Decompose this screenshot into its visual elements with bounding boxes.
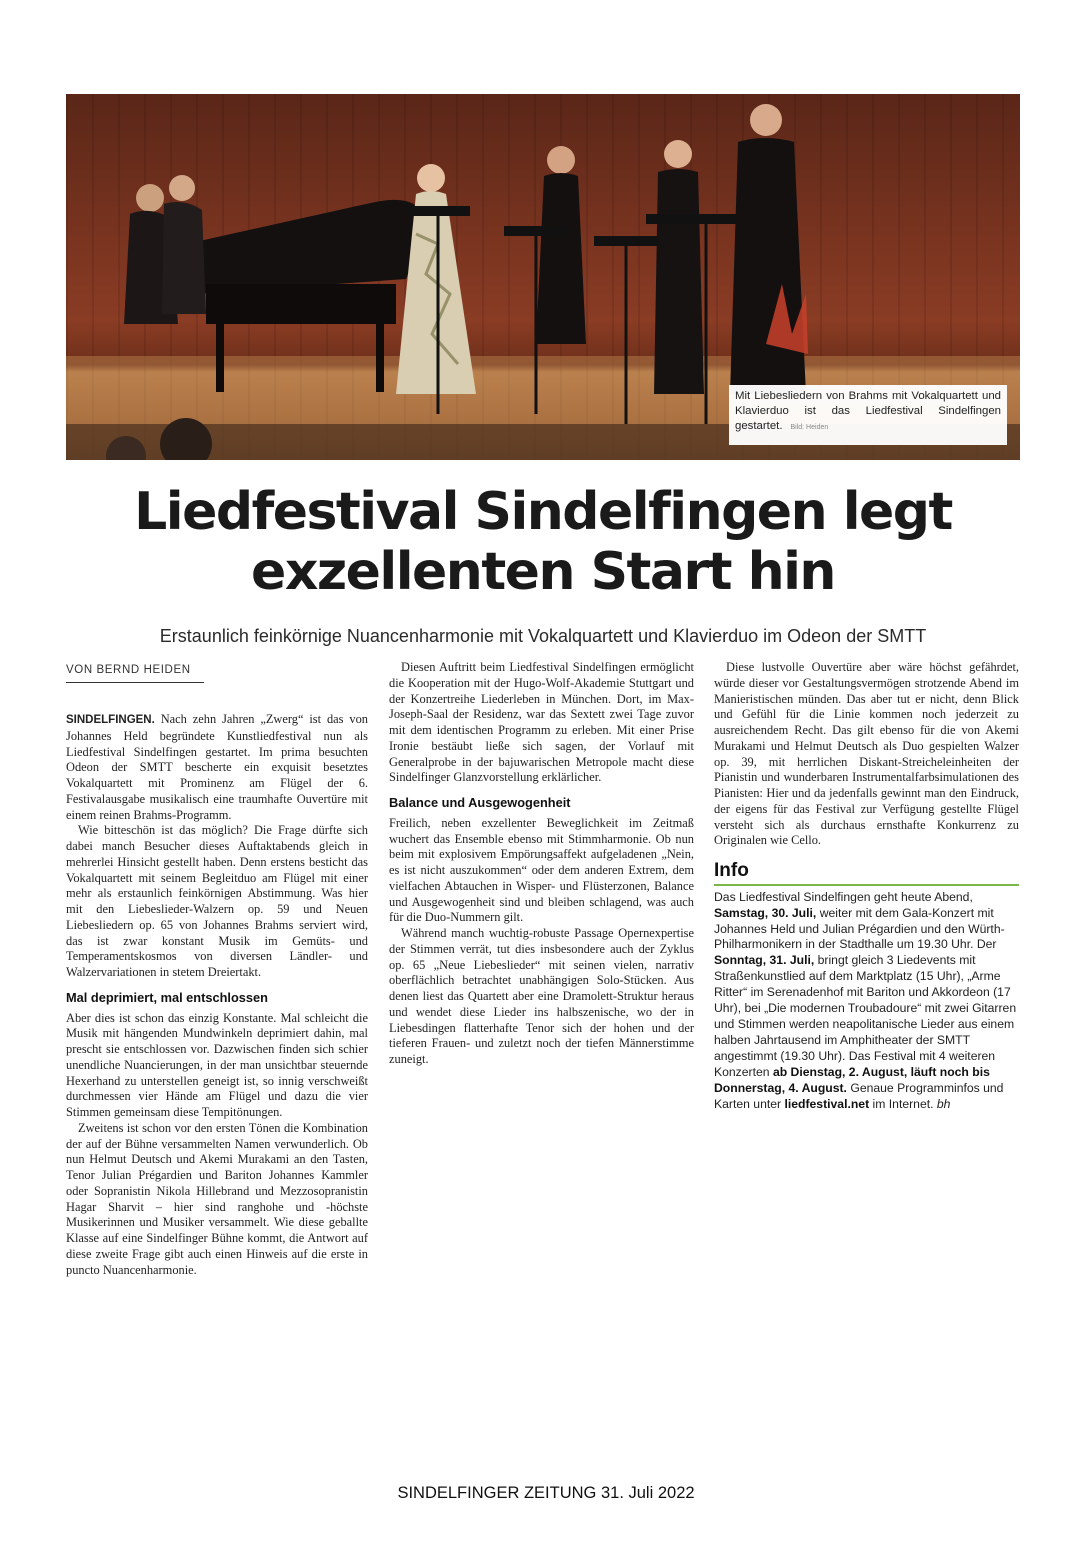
info-text: bringt gleich 3 Liedevents mit Straßenkunstlied auf dem Marktplatz (15 Uhr), „Arme Ritter“ im Serenadenhof mit Bariton und Akkordeon (17 Uhr), bei „Die modernen Troubadoure“ mit zwei Gitarren und Stimmen werden neapolitanische Lieder aus einem halben Jahrtausend im Amphitheater der SMTT angestimmt (19.30 Uhr). Das Festival mit 4 weiteren Konzerten xyxy=(714,953,1017,1079)
info-date: Samstag, 30. Juli, xyxy=(714,905,817,920)
paragraph-text: Nach zehn Jahren „Zwerg“ ist das von Johannes Held begründete Kunstliedfestival nun als Liedfestival Sindelfingen gestartet. Im prima besuchten Odeon der SMTT bescherte ein exquisit besetztes Vokalquartett mit Prominenz am Flügel der 6. Festivalausgabe musikalisch eine traumhafte Ouvertüre mit einem reinen Brahms-Programm. xyxy=(66,712,368,822)
paragraph: Diese lustvolle Ouvertüre aber wäre höchst gefährdet, würde dieser vor Gestaltungsvermögen strotzende Abend im Manieristischen münden. Das aber tut er nicht, denn Blick und Gefühl für die Linie kommen noch jederzeit zu ausreichendem Recht. Das gilt ebenso für die von Akemi Murakami und Helmut Deutsch als Duo gespielten Walzer op. 39, mit herrlichen Diskant-Streicheleinheiten der Pianistin und wunderbaren Instrumentalfarbsimulationen des Pianisten: Hier und da jedenfalls gewinnt man den Eindruck, der eigens für das Festival zur Verfügung gestellte Flügel versteht sich als durchaus ernsthafte Konkurrenz zu Originalen wie Cello. xyxy=(714,660,1019,848)
paragraph xyxy=(66,712,368,823)
author-signature: bh xyxy=(936,1096,951,1111)
photo-caption xyxy=(729,385,1007,445)
subheading: Mal deprimiert, mal entschlossen xyxy=(66,989,268,1005)
paragraph: Aber dies ist schon das einzig Konstante. Mal schleicht die Musik mit hängenden Mundwinkeln deprimiert dahin, mal prescht sie entschlossen vor. Dazwischen finden sich schier unendliche Nuancierungen, in der man unsichtbar steuernde Hexerhand zu unterstellen geneigt ist, so innig verschweißt durchmessen vier Hände am Flügel und dazu die vier Stimmen gemeinsam diese Tempitönungen. xyxy=(66,1010,368,1119)
article-column-1 xyxy=(66,712,368,1278)
info-box xyxy=(714,890,1019,1113)
info-text: Genaue Programminfos und Karten unter xyxy=(714,1080,1004,1111)
info-heading: Info xyxy=(714,863,1019,886)
paragraph: Freilich, neben exzellenter Beweglichkeit im Zeitmaß wuchert das Ensemble ebenso mit Stimmharmonie. Ob nun beim mit explosivem Empörungsaffekt aufgeladenen „Nein, es ist nicht auszukommen“ oder dem anderen Extrem, dem vielfachen Abtauchen in Wisper- und Flüsterzonen, Balance und Ausgewogenheit sind und bleiben schlagend, was auch für die Duo-Nummern gilt. xyxy=(389,815,694,925)
info-date: Sonntag, 31. Juli, xyxy=(714,953,815,968)
paragraph: Diesen Auftritt beim Liedfestival Sindelfingen ermöglicht die Kooperation mit der Hugo-Wolf-Akademie Stuttgart und der Konzertreihe Liederleben in München. Dort, im Max-Joseph-Saal der Residenz, war das Sextett zwei Tage zuvor mit dem identischen Programm zu erleben. Mit einer Prise Ironie bestäubt ließe sich sagen, der Vorlauf mit Generalprobe in der bajuwarischen Metropole macht diese Sindelfinger Glanzvorstellung erklärlicher. xyxy=(389,660,694,785)
subheadline: Erstaunlich feinkörnige Nuancenharmonie mit Vokalquartett und Klavierduo im Odeon der SMTT xyxy=(159,626,927,646)
paragraph: Zweitens ist schon vor den ersten Tönen die Kombination der auf der Bühne versammelten Namen verwunderlich. Ob nun Helmut Deutsch und Akemi Murakami an den Tasten, Tenor Julian Prégardien und Bariton Johannes Kammler oder Sopranistin Nikola Hillebrand und Mezzosopranistin Hagar Sharvit – hier sind ranghohe und -höchste Musikerinnen und Musiker versammelt. Wie diese geballte Klasse auf eine Sindelfinger Bühne kommt, die Antwort auf diese zweite Frage gibt auch einen Hinweis auf die erste in puncto Nuancenharmonie. xyxy=(66,1120,368,1277)
newspaper-footer: SINDELFINGER ZEITUNG 31. Juli 2022 xyxy=(397,1484,695,1502)
article-column-2 xyxy=(389,660,694,1068)
dateline: SINDELFINGEN. xyxy=(66,714,155,726)
info-text: Das Liedfestival Sindelfingen geht heute Abend, xyxy=(714,889,973,904)
info-text: weiter mit dem Gala-Konzert mit Johannes Held und Julian Prégardien und den Würth-Philharmonikern in der Stadthalle um 19.30 Uhr. Der xyxy=(714,905,1005,952)
byline: VON BERND HEIDEN xyxy=(66,664,204,683)
headline: Liedfestival Sindelfingen legt exzellenten Start hin xyxy=(134,482,952,602)
info-date: ab Dienstag, 2. August, läuft noch bis Donnerstag, 4. August. xyxy=(714,1064,990,1095)
paragraph: Wie bitteschön ist das möglich? Die Frage dürfte sich dabei manch Besucher dieses Auftaktabends gleich in mehrerlei Hinsicht gestellt haben. Denn erstens besticht das Vokalquartett mit seinem Begleitduo am Flügel mit einer mehr als erstaunlich feinkörnigen Abstimmung. Was hier mit den Liebeslieder-Walzern op. 59 und Neuen Liebesliedern op. 65 von Johannes Brahms serviert wird, das ist zwar konstant Musik im Gemüts- und Temperamentskosmos von diversen Ländler- und Walzervariationen in stetem Dreiertakt. xyxy=(66,823,368,979)
info-text: im Internet. xyxy=(872,1096,934,1111)
caption-text: Mit Liebesliedern von Brahms mit Vokalquartett und Klavierduo ist das Liedfestival Sindelfingen gestartet. xyxy=(735,390,1001,432)
photo-credit: Bild: Heiden xyxy=(790,424,829,431)
article-photo xyxy=(66,94,1020,460)
paragraph: Während manch wuchtig-robuste Passage Opernexpertise der Stimmen verrät, tut dies insbesondere auch der Zyklus op. 65 „Neue Liebeslieder“ mit seinen vielen, narrativ oberflächlich betrachtet unabhängigen Solo-Stücken. Aus denen liest das Quartett aber eine Dramolett-Struktur heraus und wendet diese Lieder ins halbszenische, wo der in Liebesdingen flatterhafte Tenor sich der hohen und der tieferen Frauen- und zuletzt noch der tiefen Männerstimme zuneigt. xyxy=(389,926,694,1066)
info-website-link[interactable]: liedfestival.net xyxy=(784,1096,870,1111)
article-column-3 xyxy=(714,660,1019,1112)
subheading: Balance und Ausgewogenheit xyxy=(389,795,571,810)
